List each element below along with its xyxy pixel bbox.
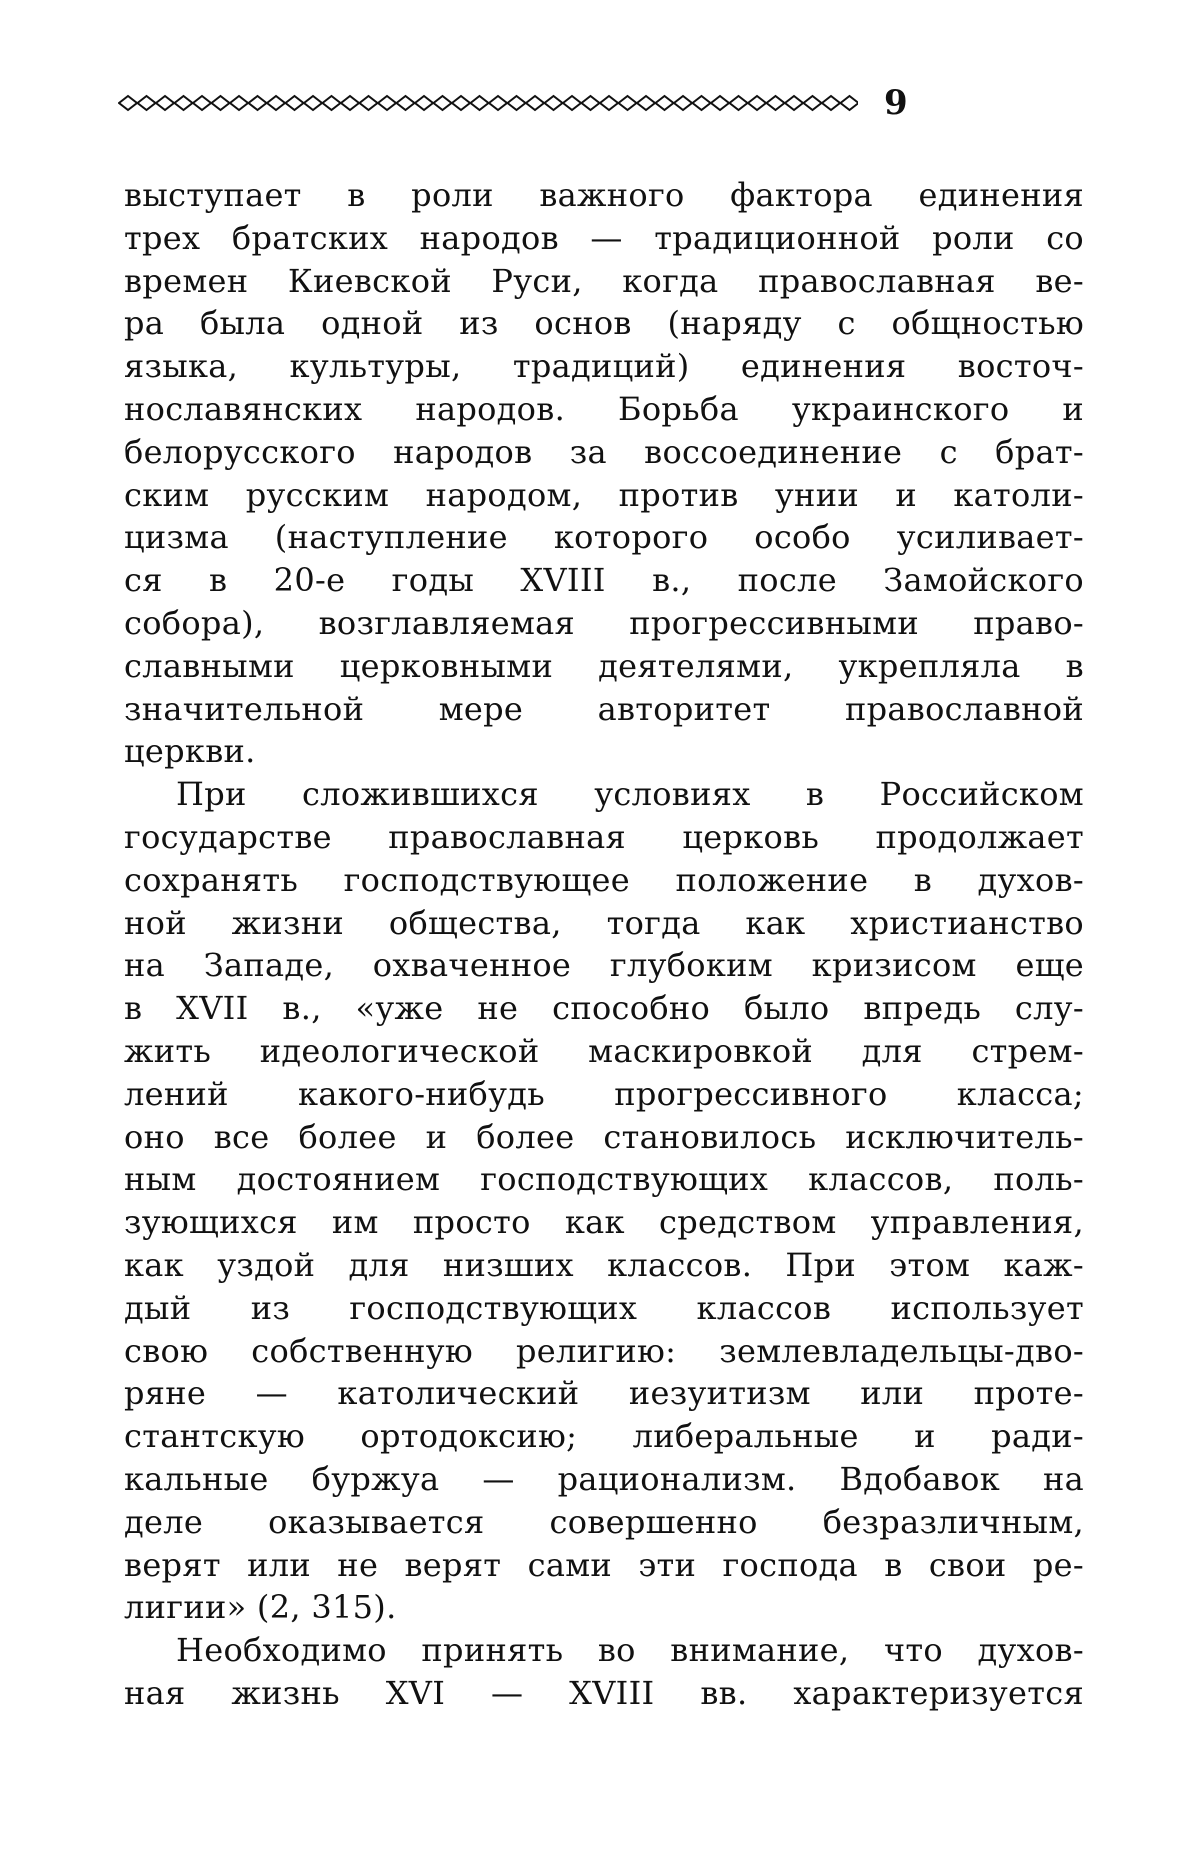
text-line: оно все более и более становилось исключитель- [124,1117,1084,1156]
diamond-mark [489,96,507,110]
page-header [118,78,1078,128]
diamond-mark [526,96,544,110]
text-line: Необходимо принять во внимание, что духов- [176,1631,1084,1670]
text-line: верят или не верят сами эти господа в свои ре- [124,1545,1084,1584]
text-line: времен Киевской Руси, когда православная ве- [124,261,1084,300]
text-line: ся в 20-е годы XVIII в., после Замойского [124,561,1084,600]
text-line: в XVII в., «уже не способно было впредь слу- [124,989,1084,1028]
text-line: трех братских народов — традиционной роли со [124,218,1084,257]
diamond-mark [767,96,785,110]
diamond-mark [434,96,452,110]
diamond-chain-icon [118,88,858,118]
diamond-mark [360,96,378,110]
text-line: ским русским народом, против унии и католи- [124,475,1084,514]
diamond-mark [138,96,156,110]
text-line: на Западе, охваченное глубоким кризисом еще [124,946,1084,985]
diamond-mark [452,96,470,110]
text-line: белорусского народов за воссоединение с брат- [124,432,1084,471]
diamond-mark [656,96,674,110]
paragraph [124,1629,1084,1715]
diamond-mark [804,96,822,110]
text-line: кальные буржуа — рационализм. Вдобавок на [124,1459,1084,1498]
text-line: зующихся им просто как средством управления, [124,1203,1084,1242]
diamond-mark [730,96,748,110]
paragraph [124,773,1084,1629]
diamond-mark [619,96,637,110]
diamond-mark [711,96,729,110]
text-line: стантскую ортодоксию; либеральные и ради- [124,1417,1084,1456]
diamond-mark [545,96,563,110]
paragraph [124,174,1084,773]
diamond-mark [156,96,174,110]
page-number: 9 [884,83,908,123]
text-line: государстве православная церковь продолжает [124,817,1084,856]
diamond-mark [267,96,285,110]
diamond-mark [415,96,433,110]
text-line: При сложившихся условиях в Российском [176,775,1084,814]
diamond-mark [693,96,711,110]
text-line: значительной мере авторитет православной [124,689,1084,728]
diamond-mark [637,96,655,110]
body-text [124,174,1084,1715]
text-line: свою собственную религию: землевладельцы-дво- [124,1331,1084,1370]
text-line: нославянских народов. Борьба украинского и [124,389,1084,428]
diamond-mark [822,96,840,110]
text-line: дый из господствующих классов использует [124,1288,1084,1327]
diamond-mark [563,96,581,110]
text-line: деле оказывается совершенно безразличным, [124,1502,1084,1541]
text-line: ряне — католический иезуитизм или проте- [124,1374,1084,1413]
diamond-mark [582,96,600,110]
text-line: как уздой для низших классов. При этом каж- [124,1245,1084,1284]
diamond-mark [397,96,415,110]
diamond-mark [341,96,359,110]
diamond-mark [212,96,230,110]
text-line: жить идеологической маскировкой для стрем- [124,1031,1084,1070]
diamond-mark [841,96,859,110]
diamond-mark [674,96,692,110]
text-line: ра была одной из основ (наряду с общностью [124,304,1084,343]
text-line: лений какого-нибудь прогрессивного класса; [124,1074,1084,1113]
diamond-mark [304,96,322,110]
text-line: церкви. [124,732,256,771]
text-line: языка, культуры, традиций) единения восточ- [124,347,1084,386]
diamond-ornament-rule [118,88,858,118]
diamond-mark [249,96,267,110]
diamond-mark [785,96,803,110]
text-line: славными церковными деятелями, укрепляла в [124,646,1084,685]
diamond-mark [323,96,341,110]
diamond-mark [748,96,766,110]
text-line: ная жизнь XVI — XVIII вв. характеризуется [124,1673,1084,1712]
diamond-mark [600,96,618,110]
text-line: ной жизни общества, тогда как христианство [124,903,1084,942]
text-line: сохранять господствующее положение в духов- [124,860,1084,899]
text-line: ным достоянием господствующих классов, поль- [124,1160,1084,1199]
diamond-mark [508,96,526,110]
diamond-mark [230,96,248,110]
diamond-mark [175,96,193,110]
diamond-mark [471,96,489,110]
diamond-mark [193,96,211,110]
diamond-mark [378,96,396,110]
diamond-mark [286,96,304,110]
text-line: лигии» (2, 315). [124,1588,397,1627]
text-line: выступает в роли важного фактора единения [124,176,1084,214]
text-line: собора), возглавляемая прогрессивными право- [124,603,1084,642]
text-line: цизма (наступление которого особо усиливает- [124,518,1084,557]
diamond-mark [119,96,137,110]
